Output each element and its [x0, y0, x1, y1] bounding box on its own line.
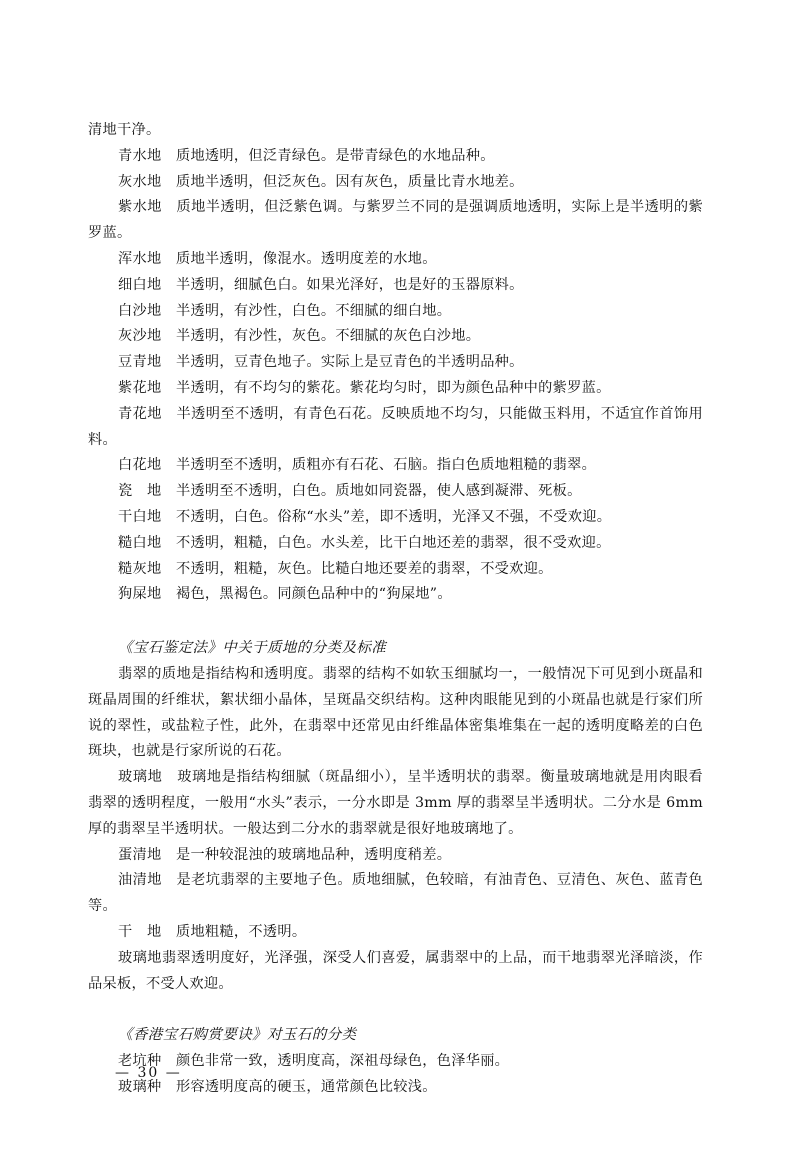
term-entry: 紫花地 半透明，有不均匀的紫花。紫花均匀时，即为颜色品种中的紫罗蓝。 — [118, 379, 611, 396]
term-entry: 玻璃种 形容透明度高的硬玉，通常颜色比较浅。 — [118, 1078, 437, 1095]
term-entry: 老坑种 颜色非常一致，透明度高，深祖母绿色，色泽华丽。 — [118, 1053, 510, 1070]
term-entry: 干白地 不透明，白色。俗称“水头”差，即不透明，光泽又不强，不受欢迎。 — [118, 508, 612, 525]
term-entry: 油清地 是老坑翡翠的主要地子色。质地细腻，色较暗，有油青色、豆清色、灰色、蓝青色等。 — [88, 872, 703, 915]
page-body — [88, 118, 703, 1101]
term-entry: 玻璃地 玻璃地是指结构细腻（斑晶细小），呈半透明状的翡翠。衡量玻璃地就是用肉眼看翡翠的透明程度，一般用“水头”表示，一分水即是 3mm 厚的翡翠呈半透明状。二分水是 6mm 厚的翡翠呈半透明状。一般达到二分水的翡翠就是很好地玻璃地了。 — [88, 769, 703, 837]
text-line: 清地干净。 — [88, 122, 161, 138]
term-entry: 瓷 地 半透明至不透明，白色。质地如同瓷器，使人感到凝滞、死板。 — [118, 483, 582, 500]
term-entry: 白沙地 半透明，有沙性，白色。不细腻的细白地。 — [118, 302, 452, 319]
page-number: — 30 — — [115, 1065, 182, 1081]
term-entry: 灰水地 质地半透明，但泛灰色。因有灰色，质量比青水地差。 — [118, 173, 524, 190]
term-entry: 灰沙地 半透明，有沙性，灰色。不细腻的灰色白沙地。 — [118, 328, 481, 345]
term-entry: 青花地 半透明至不透明，有青色石花。反映质地不均匀，只能做玉料用，不适宜作首饰用料。 — [88, 405, 703, 448]
term-entry: 白花地 半透明至不透明，质粗亦有石花、石脑。指白色质地粗糙的翡翠。 — [118, 457, 597, 474]
term-entry: 干 地 质地粗糙，不透明。 — [118, 923, 307, 940]
term-entry: 豆青地 半透明，豆青色地子。实际上是豆青色的半透明品种。 — [118, 354, 524, 371]
section-heading: 《宝石鉴定法》中关于质地的分类及标准 — [118, 640, 387, 657]
term-entry: 青水地 质地透明，但泛青绿色。是带青绿色的水地品种。 — [118, 147, 495, 164]
term-entry: 糙灰地 不透明，粗糙，灰色。比糙白地还要差的翡翠，不受欢迎。 — [118, 560, 553, 577]
term-entry: 蛋清地 是一种较混浊的玻璃地品种，透明度稍差。 — [118, 846, 452, 863]
paragraph: 玻璃地翡翠透明度好，光泽强，深受人们喜爱，属翡翠中的上品，而干地翡翠光泽暗淡，作品呆板，不受人欢迎。 — [88, 949, 703, 992]
term-entry: 糙白地 不透明，粗糙，白色。水头差，比干白地还差的翡翠，很不受欢迎。 — [118, 534, 611, 551]
term-entry: 狗屎地 褐色，黑褐色。同颜色品种中的“狗屎地”。 — [118, 586, 452, 603]
paragraph: 翡翠的质地是指结构和透明度。翡翠的结构不如软玉细腻均一，一般情况下可见到小斑晶和斑晶周围的纤维状，絮状细小晶体，呈斑晶交织结构。这种肉眼能见到的小斑晶也就是行家们所说的翠性，或盐粒子性，此外，在翡翠中还常见由纤维晶体密集堆集在一起的透明度略差的白色斑块，也就是行家所说的石花。 — [88, 665, 703, 760]
term-entry: 细白地 半透明，细腻色白。如果光泽好，也是好的玉器原料。 — [118, 276, 524, 293]
term-entry: 紫水地 质地半透明，但泛紫色调。与紫罗兰不同的是强调质地透明，实际上是半透明的紫罗蓝。 — [88, 199, 703, 242]
term-entry: 浑水地 质地半透明，像混水。透明度差的水地。 — [118, 250, 437, 267]
section-heading: 《香港宝石购赏要诀》对玉石的分类 — [118, 1027, 357, 1044]
